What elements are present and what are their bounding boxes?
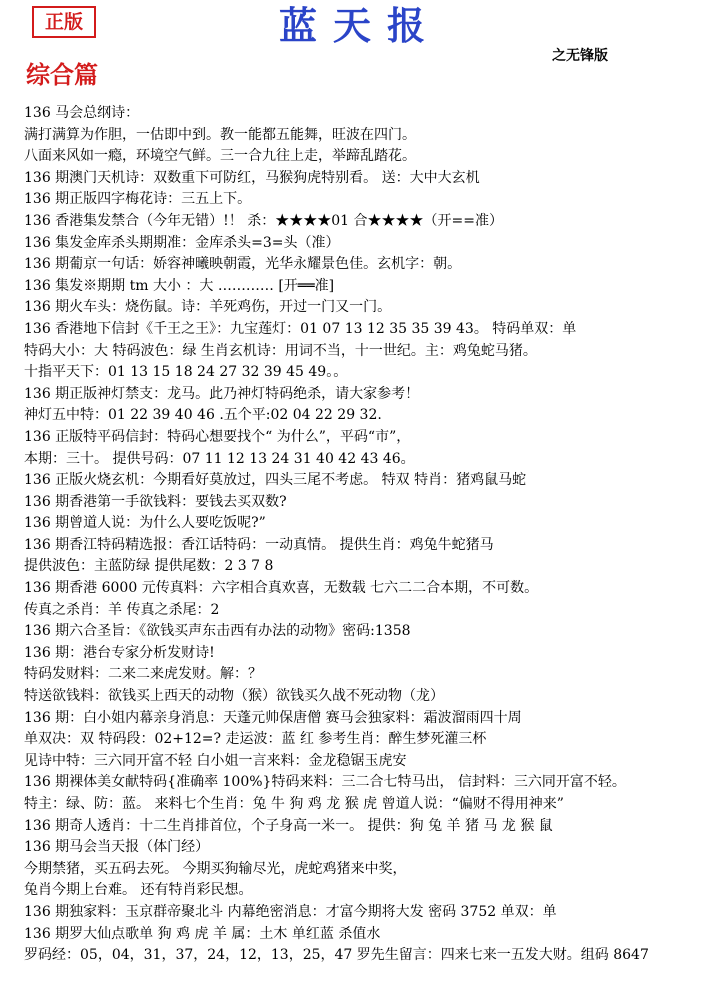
text-line: 罗码经：05，04，31，37，24，12，13，25，47 罗先生留言：四来七来一五发大财。组码 8647 bbox=[24, 947, 649, 964]
article-body bbox=[24, 103, 708, 967]
text-line: 本期：三十。 提供号码：07 11 12 13 24 31 40 42 43 46。 bbox=[24, 450, 415, 467]
text-line: 136 期香港 6000 元传真料：六字相合真欢喜，无数载 七六二二合本期，不可数。 bbox=[24, 580, 539, 597]
text-line: 136 香港集发禁合（今年无错）!！ 杀：★★★★01 合★★★★（开==准） bbox=[24, 212, 503, 229]
text-line: 提供波色：主蓝防绿 提供尾数：2 3 7 8 bbox=[24, 558, 274, 575]
text-line: 今期禁猪，买五码去死。 今期买狗输尽光，虎蛇鸡猪来中奖， bbox=[24, 860, 407, 877]
text-line: 136 期：港台专家分析发财诗! bbox=[24, 644, 215, 661]
text-line: 136 期曾道人说：为什么人要吃饭呢?” bbox=[24, 515, 266, 532]
text-line: 136 期奇人透肖：十二生肖排首位，个子身高一米一。 提供：狗 兔 羊 猪 马 龙 猴 鼠 bbox=[24, 817, 553, 834]
text-line: 136 期香港第一手欲钱料：要钱去买双数? bbox=[24, 493, 287, 510]
text-line: 136 期马会当天报（体门经） bbox=[24, 839, 210, 856]
text-line: 136 期正版神灯禁支：龙马。此乃神灯特码绝杀，请大家参考！ bbox=[24, 385, 420, 402]
text-line: 十指平天下：01 13 15 18 24 27 32 39 45 49。。 bbox=[24, 364, 348, 381]
text-line: 特送欲钱料：欲钱买上西天的动物（猴）欲钱买久战不死动物（龙） bbox=[24, 688, 444, 705]
page-title: 蓝天报 bbox=[278, 3, 441, 48]
text-line: 136 期澳门天机诗：双数重下可防红，马猴狗虎特别看。 送：大中大玄机 bbox=[24, 169, 480, 186]
text-line: 136 期香江特码精选报：香江话特码：一动真情。 提供生肖：鸡兔牛蛇猪马 bbox=[24, 536, 494, 553]
text-line: 神灯五中特：01 22 39 40 46 .五个平:02 04 22 29 32. bbox=[24, 407, 382, 424]
text-line: 136 期独家料：玉京群帝聚北斗 内幕绝密消息：才富今期将大发 密码 3752 单双：单 bbox=[24, 903, 557, 920]
text-line: 136 期葡京一句话：娇容神曦映朝霞，光华永耀景色佳。玄机字：朝。 bbox=[24, 256, 462, 273]
text-line: 136 期火车头：烧伤鼠。诗：羊死鸡伤，开过一门又一门。 bbox=[24, 299, 392, 316]
edition-subtitle: 之无锋版 bbox=[552, 48, 608, 64]
text-line: 136 香港地下信封《千王之王》：九宝莲灯：01 07 13 12 35 35 39 43。 特码单双：单 bbox=[24, 320, 577, 337]
text-line: 136 正版特平码信封：特码心想要找个“ 为什么”，平码“市”， bbox=[24, 428, 411, 445]
text-line: 136 集发金库杀头期期准：金库杀头=3=头（准） bbox=[24, 234, 340, 251]
text-line: 传真之杀肖：羊 传真之杀尾：2 bbox=[24, 601, 220, 618]
text-line: 136 期裸体美女献特码{准确率 100%}特码来料：三二合七特马出， 信封料：三六同开富不轻。 bbox=[24, 774, 626, 791]
text-line: 特主：绿、防：蓝。 来料七个生肖：兔 牛 狗 鸡 龙 猴 虎 曾道人说：“偏财不得用神来” bbox=[24, 796, 564, 812]
section-heading: 综合篇 bbox=[26, 60, 98, 89]
text-line: 特码大小：大 特码波色：绿 生肖玄机诗：用词不当，十一世纪。主：鸡兔蛇马猪。 bbox=[24, 342, 537, 359]
text-line: 136 期六合圣旨：《欲钱买声东击西有办法的动物》密码:1358 bbox=[24, 623, 411, 640]
text-line: 136 期：白小姐内幕亲身消息：天蓬元帅保唐僧 赛马会独家料：霜波溜雨四十周 bbox=[24, 709, 522, 726]
text-line: 特码发财料：二来二来虎发财。解：？ bbox=[24, 666, 262, 683]
text-line: 满打满算为作胆，一估即中到。教一能都五能舞，旺波在四门。 bbox=[24, 126, 416, 143]
text-line: 单双决：双 特码段：02+12=? 走运波：蓝 红 参考生肖：醉生梦死灌三杯 bbox=[24, 731, 487, 748]
text-line: 见诗中特：三六同开富不轻 白小姐一言来料：金龙稳锯玉虎安 bbox=[24, 752, 407, 769]
text-line: 136 集发※期期 tm 大小 ：大 ………… [开══准] bbox=[24, 277, 335, 294]
text-line: 136 期罗大仙点歌单 狗 鸡 虎 羊 属：土木 单红蓝 杀值水 bbox=[24, 925, 381, 942]
text-line: 兔肖今期上台难。 还有特肖彩民想。 bbox=[24, 882, 253, 899]
text-line: 136 马会总纲诗： bbox=[24, 105, 140, 121]
text-line: 136 正版火烧玄机：今期看好莫放过，四头三尾不考虑。 特双 特肖：猪鸡鼠马蛇 bbox=[24, 472, 527, 489]
text-line: 136 期正版四字梅花诗：三五上下。 bbox=[24, 191, 252, 208]
text-line: 八面来风如一瘾，环境空气鲜。三一合九往上走，举蹄乱踏花。 bbox=[24, 148, 416, 165]
edition-badge: 正版 bbox=[32, 6, 96, 38]
